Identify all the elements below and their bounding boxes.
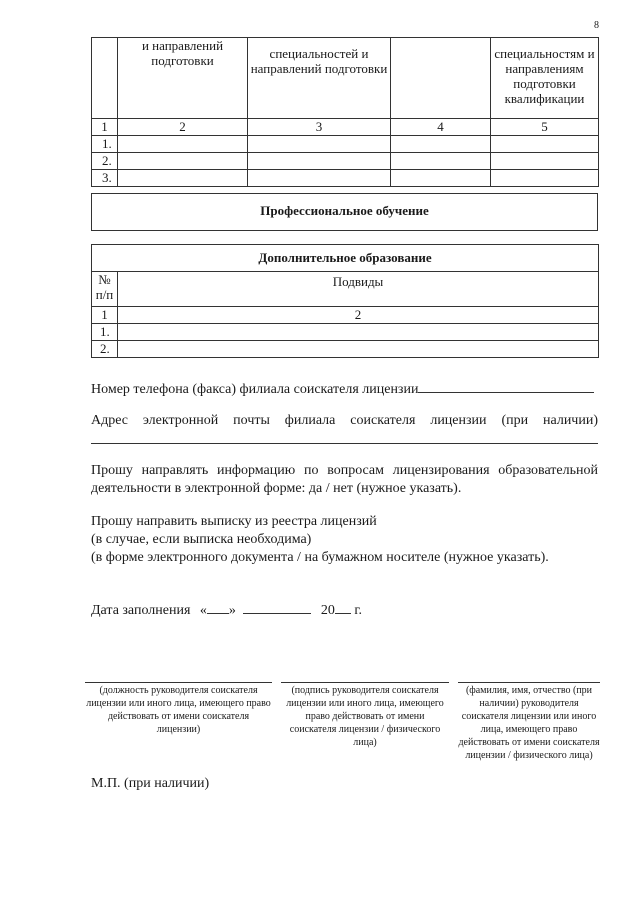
column-number: 5 <box>491 119 599 136</box>
phone-label: Номер телефона (факса) филиала соискателя лицензии <box>91 382 419 397</box>
year-suffix: г. <box>354 603 363 618</box>
name-caption: (фамилия, имя, отчество (при наличии) руководителя соискателя лицензии или иного лица, имеющего право действовать от имени соискателя лицензии / физического лица) <box>458 685 600 761</box>
header-cell: специальностей и направлений подготовки <box>248 38 391 119</box>
request-extract-line3: (в форме электронного документа / на бумажном носителе (нужное указать). <box>91 550 549 565</box>
table-cell[interactable] <box>491 136 599 153</box>
open-quote: « <box>199 603 207 618</box>
additional-education-title: Дополнительное образование <box>92 245 599 272</box>
table-cell[interactable] <box>391 153 491 170</box>
column-number: 4 <box>391 119 491 136</box>
row-number: 1. <box>92 136 118 153</box>
column-number: 1 <box>92 307 118 324</box>
header-cell: № п/п <box>92 272 118 307</box>
phone-input[interactable] <box>418 378 594 393</box>
header-cell <box>391 38 491 119</box>
position-caption: (должность руководителя соискателя лицензии или иного лица, имеющего право действовать от имени соискателя лицензии) <box>86 685 271 735</box>
table-cell[interactable] <box>118 341 599 358</box>
table-cell[interactable] <box>118 153 248 170</box>
close-quote: » <box>228 603 236 618</box>
row-number: 1. <box>92 324 118 341</box>
table-cell[interactable] <box>248 170 391 187</box>
signature-caption: (подпись руководителя соискателя лицензии или иного лица, имеющего право действовать от имени соискателя лицензии / физического лица) <box>286 685 444 748</box>
table-cell[interactable] <box>118 324 599 341</box>
column-number: 1 <box>92 119 118 136</box>
page-number: 8 <box>594 20 599 31</box>
row-number: 2. <box>92 341 118 358</box>
row-number: 3. <box>92 170 118 187</box>
request-extract-line1: Прошу направить выписку из реестра лицензий <box>91 514 377 529</box>
request-extract-line2: (в случае, если выписка необходима) <box>91 532 312 547</box>
day-input[interactable] <box>207 599 229 614</box>
column-number: 2 <box>118 119 248 136</box>
request-electronic-line2: деятельности в электронной форме: да / нет (нужное указать). <box>91 481 462 496</box>
year-input[interactable] <box>335 599 351 614</box>
position-signature-line[interactable] <box>85 682 272 683</box>
header-cell <box>92 38 118 119</box>
table-cell[interactable] <box>391 170 491 187</box>
email-label: Адрес электронной почты филиала соискателя лицензии (при наличии) <box>91 413 598 428</box>
header-cell: специальностям и направлениям подготовки квалификации <box>491 38 599 119</box>
table-cell[interactable] <box>118 136 248 153</box>
request-electronic-line1: Прошу направлять информацию по вопросам лицензирования образовательной <box>91 463 598 478</box>
month-input[interactable] <box>243 599 311 614</box>
date-field <box>91 599 491 620</box>
stamp-label: М.П. (при наличии) <box>91 776 210 791</box>
table-cell[interactable] <box>248 153 391 170</box>
email-input[interactable] <box>91 443 598 444</box>
column-number: 2 <box>118 307 599 324</box>
century: 20 <box>320 603 335 618</box>
additional-education-table <box>91 244 599 358</box>
name-signature-line[interactable] <box>458 682 600 683</box>
professional-training-heading: Профессиональное обучение <box>91 193 598 231</box>
phone-field <box>91 378 598 399</box>
row-number: 2. <box>92 153 118 170</box>
specialties-table <box>91 37 599 187</box>
table-cell[interactable] <box>118 170 248 187</box>
date-label: Дата заполнения <box>91 603 191 618</box>
signature-line[interactable] <box>281 682 449 683</box>
table-cell[interactable] <box>491 170 599 187</box>
table-cell[interactable] <box>248 136 391 153</box>
header-cell: Подвиды <box>118 272 599 307</box>
column-number: 3 <box>248 119 391 136</box>
table-cell[interactable] <box>391 136 491 153</box>
table-cell[interactable] <box>491 153 599 170</box>
header-cell: и направлений подготовки <box>118 38 248 119</box>
